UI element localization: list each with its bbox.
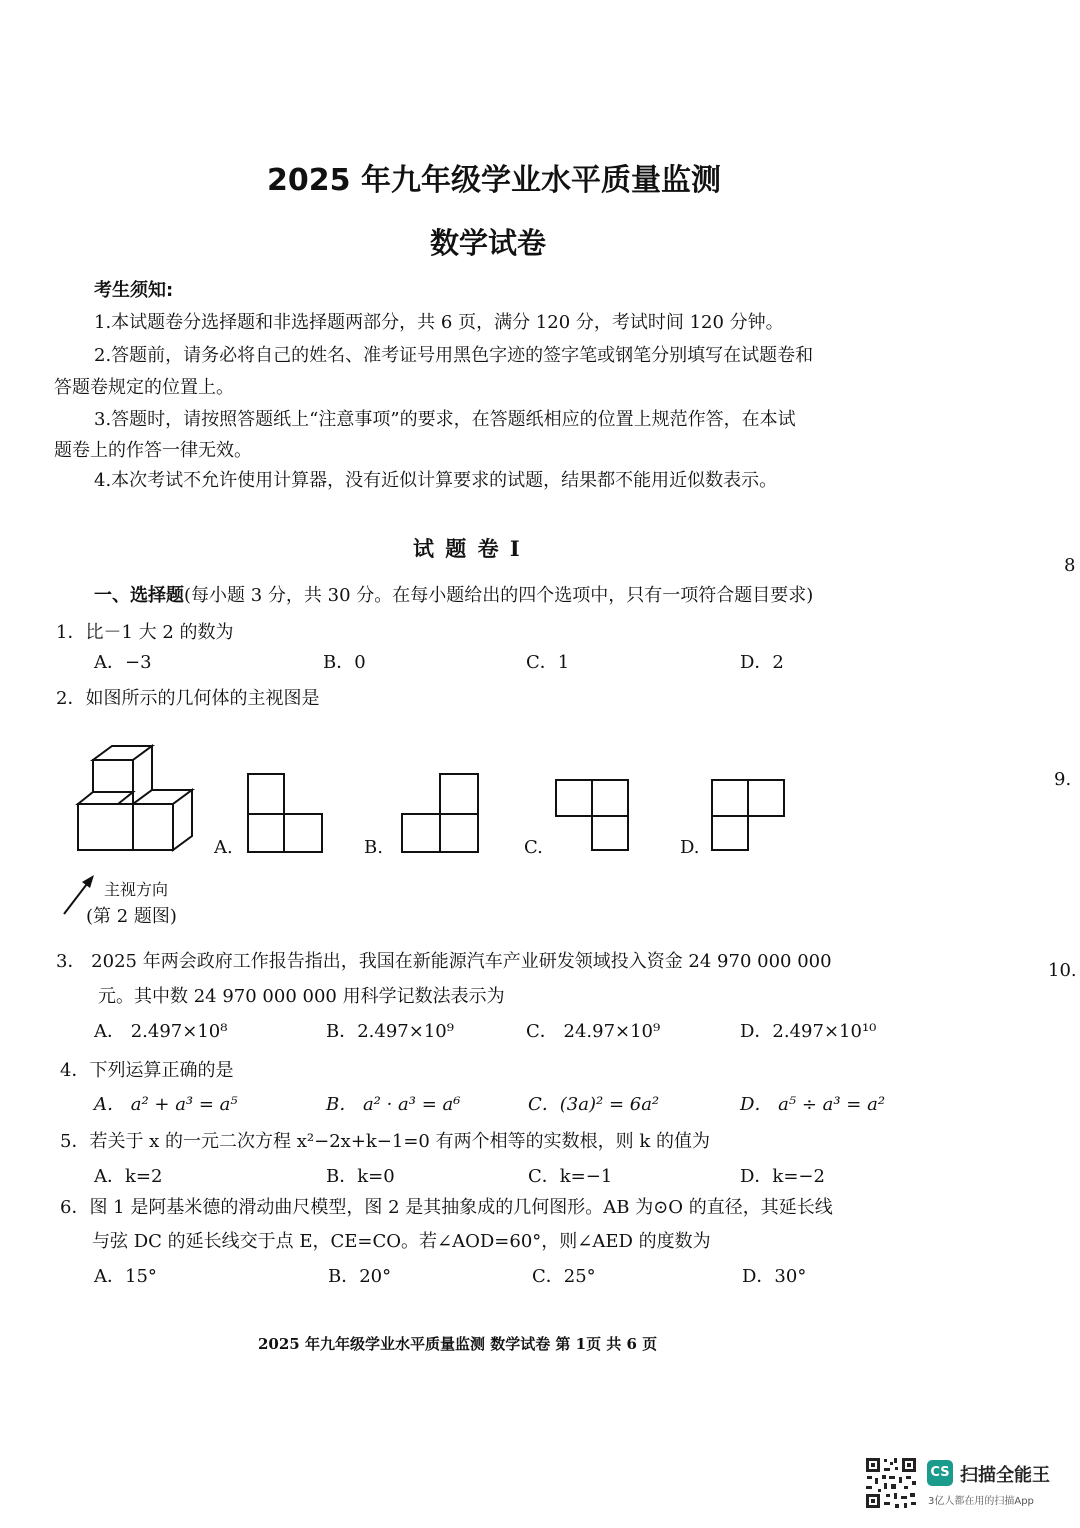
solid-figure: [70, 740, 200, 855]
question-6-stem-line2: 与弦 DC 的延长线交于点 E，CE=CO。若∠AOD=60°，则∠AED 的度数为: [92, 1231, 711, 1252]
q2-option-d-label: D.: [680, 837, 700, 858]
q2-option-b-label: B.: [364, 837, 383, 858]
q3-option-c: C． 24.97×10⁹: [526, 1021, 661, 1042]
q3-option-a: A． 2.497×10⁸: [94, 1021, 228, 1042]
figure-arrow-label: 主视方向: [104, 880, 169, 899]
q5-option-d: D．k=−2: [740, 1166, 825, 1187]
q6-option-d: D．30°: [742, 1266, 807, 1287]
margin-number-8: 8: [1064, 555, 1076, 576]
question-3-stem-line2: 元。其中数 24 970 000 000 用科学记数法表示为: [98, 986, 505, 1007]
notice-item-2-cont: 答题卷规定的位置上。: [54, 377, 234, 398]
scanner-tagline: 3亿人都在用的扫描App: [928, 1496, 1034, 1507]
q2-option-a-figure: [244, 770, 326, 856]
q2-option-b-figure: [398, 770, 484, 856]
margin-number-10: 10.: [1048, 960, 1077, 981]
section-title: 试 题 卷 I: [413, 536, 522, 561]
q1-option-a: A．−3: [94, 652, 152, 673]
question-5-stem: 5．若关于 x 的一元二次方程 x²−2x+k−1=0 有两个相等的实数根，则 k 的值为: [60, 1131, 710, 1152]
q2-option-d-figure: [708, 776, 788, 854]
question-3-stem-line1: 3． 2025 年两会政府工作报告指出，我国在新能源汽车产业研发领域投入资金 24 970 000 000: [56, 951, 832, 972]
notice-item-3: 3.答题时，请按照答题纸上“注意事项”的要求，在答题纸相应的位置上规范作答，在本试: [94, 409, 796, 430]
q2-option-c-figure: [552, 776, 632, 854]
q4-option-a: A． a² + a³ = a⁵: [94, 1094, 238, 1115]
scanner-logo-icon: CS: [927, 1460, 953, 1486]
qr-code-icon: [864, 1456, 918, 1510]
part-heading-line: [94, 581, 813, 607]
q4-option-d: D． a⁵ ÷ a³ = a²: [740, 1094, 886, 1115]
q6-option-a: A．15°: [94, 1266, 157, 1287]
q5-option-c: C．k=−1: [528, 1166, 613, 1187]
q6-option-b: B．20°: [328, 1266, 392, 1287]
page-subtitle: 数学试卷: [430, 226, 547, 260]
q6-option-c: C．25°: [532, 1266, 596, 1287]
q2-option-a-label: A.: [214, 837, 233, 858]
q3-option-b: B．2.497×10⁹: [326, 1021, 454, 1042]
margin-number-9: 9.: [1054, 769, 1072, 790]
q4-option-b: B． a² · a³ = a⁶: [326, 1094, 461, 1115]
question-1-stem: 1．比－1 大 2 的数为: [56, 622, 234, 643]
q1-option-b: B．0: [323, 652, 366, 673]
part-description: (每小题 3 分，共 30 分。在每小题给出的四个选项中，只有一项符合题目要求): [184, 585, 814, 606]
q5-option-b: B．k=0: [326, 1166, 395, 1187]
notice-item-1: 1.本试题卷分选择题和非选择题两部分，共 6 页，满分 120 分，考试时间 120 分钟。: [94, 312, 784, 333]
notice-item-4: 4.本次考试不允许使用计算器，没有近似计算要求的试题，结果都不能用近似数表示。: [94, 470, 778, 491]
question-2-stem: 2．如图所示的几何体的主视图是: [56, 688, 320, 709]
page-title: 2025 年九年级学业水平质量监测: [267, 163, 721, 198]
q1-option-d: D．2: [740, 652, 784, 673]
notice-heading: 考生须知:: [94, 280, 174, 301]
notice-item-2: 2.答题前，请务必将自己的姓名、准考证号用黑色字迹的签字笔或钢笔分别填写在试题卷和: [94, 345, 814, 366]
q4-option-c: C．(3a)² = 6a²: [528, 1094, 660, 1115]
page-footer: 2025 年九年级学业水平质量监测 数学试卷 第 1页 共 6 页: [258, 1335, 658, 1353]
q5-option-a: A．k=2: [94, 1166, 163, 1187]
part-heading: 一、选择题: [94, 585, 184, 606]
question-6-stem-line1: 6．图 1 是阿基米德的滑动曲尺模型，图 2 是其抽象成的几何图形。AB 为⊙O 的直径，其延长线: [60, 1197, 833, 1218]
notice-item-3-cont: 题卷上的作答一律无效。: [54, 440, 252, 461]
q2-option-c-label: C.: [524, 837, 543, 858]
scanner-brand-name: 扫描全能王: [960, 1465, 1050, 1486]
q3-option-d: D．2.497×10¹⁰: [740, 1021, 877, 1042]
q1-option-c: C．1: [526, 652, 570, 673]
figure-caption: (第 2 题图): [86, 906, 177, 927]
question-4-stem: 4．下列运算正确的是: [60, 1060, 234, 1081]
